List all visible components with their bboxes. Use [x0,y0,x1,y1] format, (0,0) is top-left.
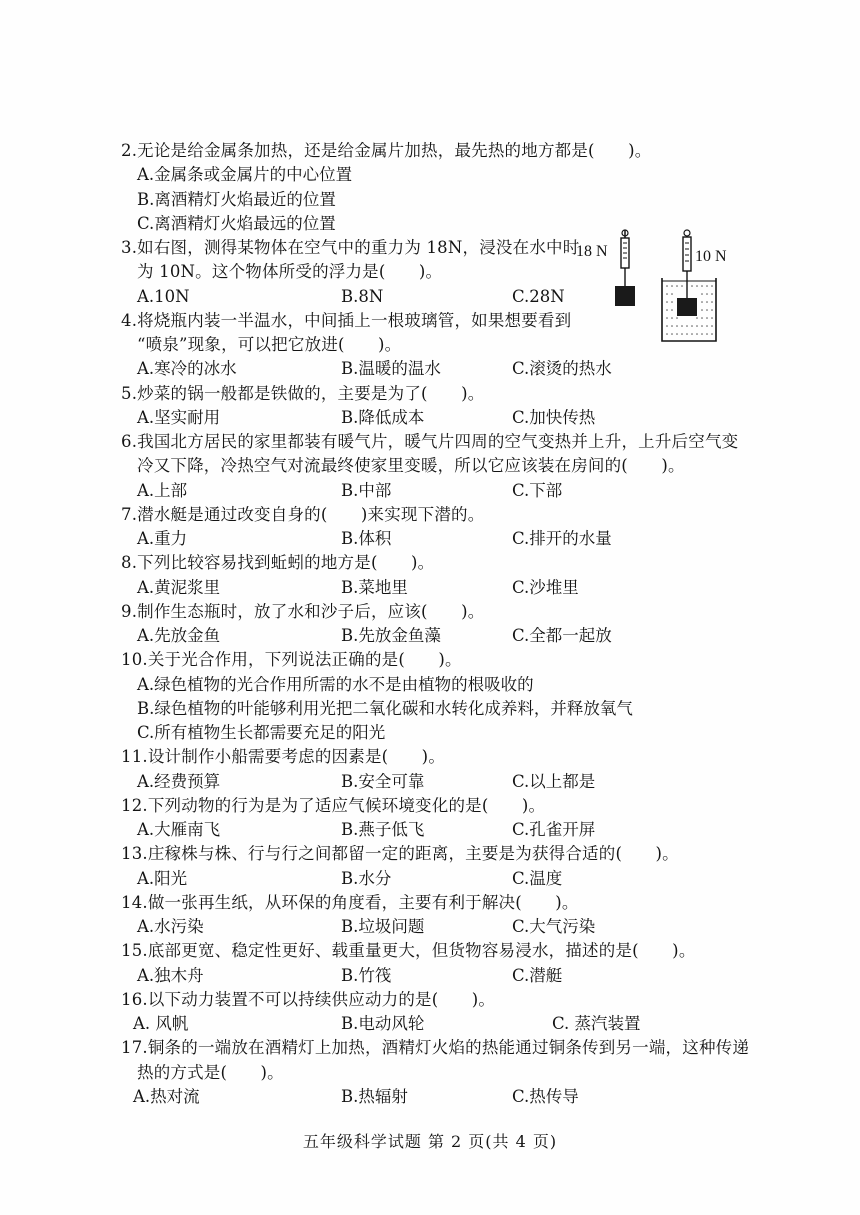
object-block-air [615,286,635,306]
answer-option: A.上部 [137,480,188,500]
answer-option: A.独木舟 [137,965,204,985]
answer-option: A.水污染 [137,917,204,936]
answer-option: B.绿色植物的叶能够利用光把二氧化碳和水转化成养料，并释放氧气 [137,698,633,718]
question-stem: 6.我国北方居民的家里都装有暖气片，暖气片四周的空气变热并上升，上升后空气变 [121,432,739,451]
page-footer: 五年级科学试题 第 2 页(共 4 页) [302,1132,558,1151]
label-air: 18 N [576,243,608,260]
answer-option: B.先放金鱼藻 [341,626,441,645]
answer-option: B.热辐射 [341,1086,408,1106]
question-stem: 7.潜水艇是通过改变自身的( )来实现下潜的。 [121,504,485,524]
spring-scale-water [683,237,691,271]
answer-option: C.孔雀开屏 [512,820,596,839]
question-stem: 11.设计制作小船需要考虑的因素是( )。 [121,747,446,767]
answer-option: B.8N [341,286,384,306]
answer-option: A.阳光 [137,868,188,888]
answer-option: A.寒冷的冰水 [137,359,237,379]
question-stem: 5.炒菜的锅一般都是铁做的，主要是为了( )。 [121,383,485,403]
answer-option: C.加快传热 [512,407,596,427]
answer-option: B.水分 [341,868,392,888]
answer-option: B.离酒精灯火焰最近的位置 [137,189,336,209]
answer-option: A.大雁南飞 [137,820,221,839]
answer-option: C.温度 [512,868,563,888]
question-stem: 8.下列比较容易找到蚯蚓的地方是( )。 [121,553,435,573]
question-stem: “喷泉”现象，可以把它放进( )。 [137,335,402,354]
answer-option: C. 蒸汽装置 [552,1014,641,1033]
answer-option: B.菜地里 [341,577,408,597]
answer-option: B.竹筏 [341,965,392,985]
answer-option: A. 风帆 [133,1014,189,1033]
answer-option: A.经费预算 [137,771,221,791]
answer-option: C.排开的水量 [512,529,612,548]
question-stem: 3.如右图，测得某物体在空气中的重力为 18N，浸没在水中时 [121,238,580,257]
question-stem: 为 10N。这个物体所受的浮力是( )。 [137,262,443,282]
question-stem: 2.无论是给金属条加热，还是给金属片加热，最先热的地方都是( )。 [121,141,652,160]
answer-option: C.滚烫的热水 [512,359,612,379]
answer-option: C.28N [512,286,565,306]
answer-option: B.燕子低飞 [341,820,425,839]
object-block-water [677,298,697,316]
answer-option: A.坚实耐用 [137,407,221,427]
answer-option: A.热对流 [133,1086,200,1106]
spring-scale-figure [570,228,750,348]
answer-option: A.黄泥浆里 [137,577,221,597]
question-stem: 17.铜条的一端放在酒精灯上加热，酒精灯火焰的热能通过铜条传到另一端，这种传递 [121,1038,750,1058]
answer-option: C.以上都是 [512,771,596,791]
answer-option: C.所有植物生长都需要充足的阳光 [137,723,386,742]
label-water: 10 N [695,248,727,265]
answer-option: A.先放金鱼 [137,626,221,645]
answer-option: C.沙堆里 [512,577,579,597]
question-stem: 13.庄稼株与株、行与行之间都留一定的距离，主要是为获得合适的( )。 [121,844,679,864]
answer-option: A.金属条或金属片的中心位置 [137,165,353,185]
answer-option: B.体积 [341,529,392,548]
answer-option: A.绿色植物的光合作用所需的水不是由植物的根吸收的 [137,674,534,694]
answer-option: B.安全可靠 [341,771,425,791]
answer-option: B.电动风轮 [341,1014,425,1033]
answer-option: C.热传导 [512,1086,579,1106]
answer-option: C.大气污染 [512,917,596,936]
question-stem: 10.关于光合作用，下列说法正确的是( )。 [121,650,462,670]
question-stem: 15.底部更宽、稳定性更好、载重量更大，但货物容易浸水，描述的是( )。 [121,941,696,961]
question-stem: 4.将烧瓶内装一半温水，中间插上一根玻璃管，如果想要看到 [121,310,572,330]
answer-option: C.下部 [512,480,563,500]
answer-option: B.降低成本 [341,407,425,427]
question-stem: 12.下列动物的行为是为了适应气候环境变化的是( )。 [121,795,546,815]
answer-option: B.垃圾问题 [341,917,425,936]
answer-option: B.中部 [341,480,392,500]
question-stem: 热的方式是( )。 [137,1062,284,1082]
answer-option: C.离酒精灯火焰最远的位置 [137,213,336,233]
answer-option: C.全都一起放 [512,626,612,645]
answer-option: B.温暖的温水 [341,359,441,379]
answer-option: C.潜艇 [512,965,563,985]
answer-option: A.重力 [137,529,188,548]
question-stem: 14.做一张再生纸，从环保的角度看，主要有利于解决( )。 [121,892,579,912]
answer-option: A.10N [137,286,190,306]
question-stem: 冷又下降，冷热空气对流最终使家里变暖，所以它应该装在房间的( )。 [137,456,685,476]
question-stem: 9.制作生态瓶时，放了水和沙子后，应该( )。 [121,601,485,621]
question-stem: 16.以下动力装置不可以持续供应动力的是( )。 [121,989,496,1009]
